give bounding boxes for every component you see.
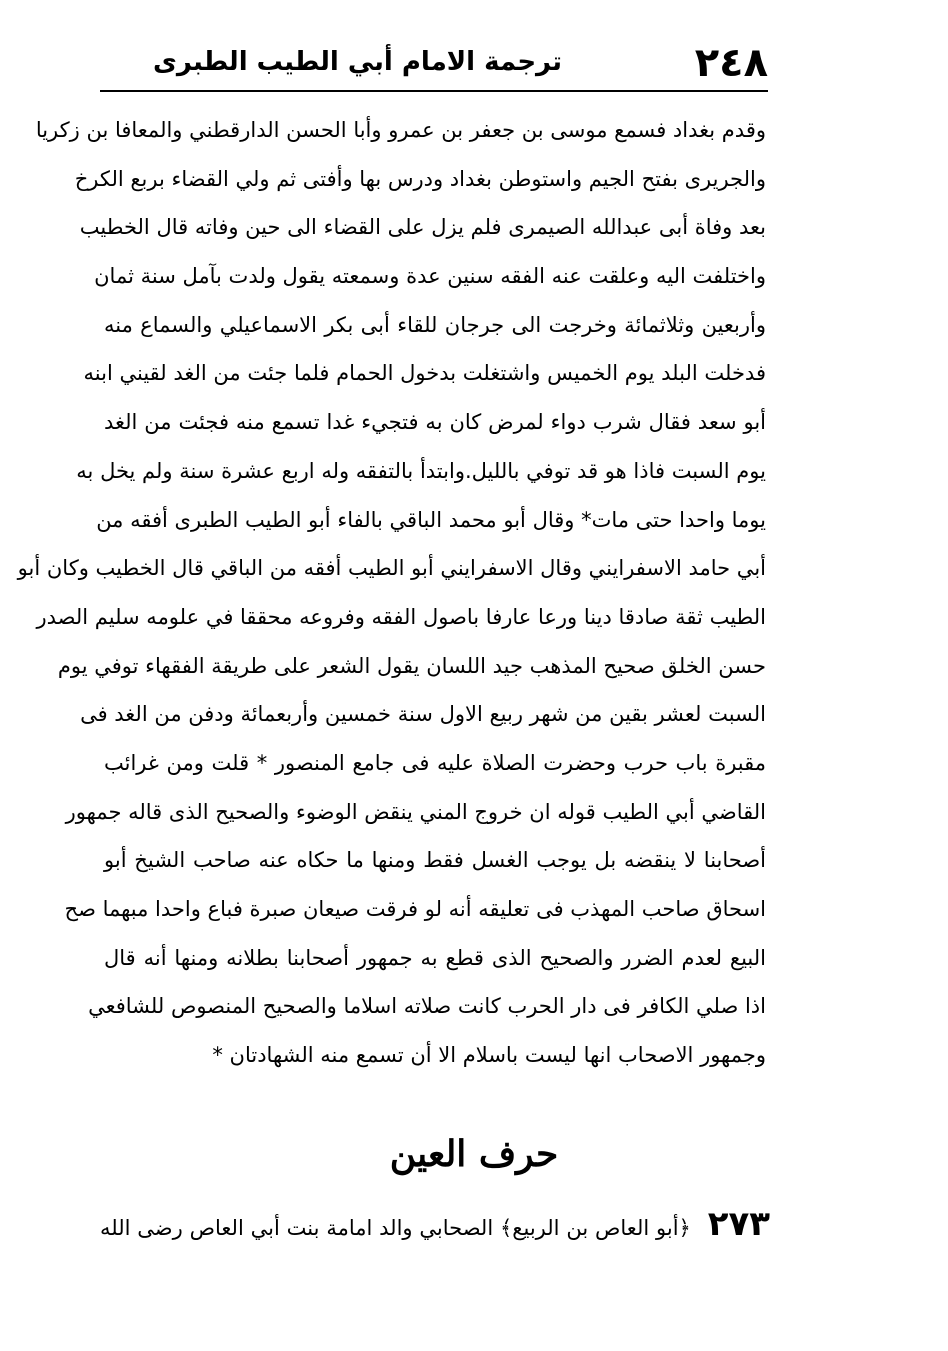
page-number: ٢٤٨ (694, 40, 768, 86)
text-line: القاضي أبي الطيب قوله ان خروج المني ينقض الوضوء والصحيح الذى قاله جمهور (65, 799, 766, 824)
text-line: بعد وفاة أبى عبدالله الصيمرى فلم يزل على القضاء الى حين وفاته قال الخطيب (79, 215, 766, 240)
entry-line (100, 1200, 770, 1248)
text-line: السبت لعشر بقين من شهر ربيع الاول سنة خمسين وأربعمائة ودفن من الغد فى (80, 702, 766, 727)
text-line: يوما واحدا حتى مات* وقال أبو محمد الباقي بالفاء أبو الطيب الطبرى أفقه من (96, 507, 766, 532)
header-rule (100, 90, 768, 92)
entry-number: ٢٧٣ (707, 1204, 770, 1244)
page-header (100, 40, 768, 86)
text-line: اذا صلي الكافر فى دار الحرب كانت صلاته اسلاما والصحيح المنصوص للشافعي (88, 994, 766, 1019)
text-line: واختلفت اليه وعلقت عنه الفقه سنين عدة وسمعته يقول ولدت بآمل سنة ثمان (94, 264, 766, 289)
text-line: أبو سعد فقال شرب دواء لمرض كان به فتجيء غدا تسمع منه فجئت من الغد (104, 410, 766, 435)
text-line: حسن الخلق صحيح المذهب جيد اللسان يقول الشعر على طريقة الفقهاء توفي يوم (57, 653, 766, 678)
entry-text: ﴿أبو العاص بن الربيع﴾ الصحابي والد امامة بنت أبي العاص رضى الله (100, 1216, 691, 1240)
text-line: فدخلت البلد يوم الخميس واشتغلت بدخول الحمام فلما جئت من الغد لقيني ابنه (83, 361, 766, 386)
text-line: البيع لعدم الضرر والصحيح الذى قطع به جمهور أصحابنا بطلانه ومنها أنه قال (104, 945, 766, 970)
text-line-last: وجمهور الاصحاب انها ليست باسلام الا أن تسمع منه الشهادتان * (212, 1043, 766, 1068)
body-text (17, 106, 766, 1080)
text-line: وقدم بغداد فسمع موسى بن جعفر بن عمرو وأبا الحسن الدارقطني والمعافا بن زكريا (35, 118, 766, 142)
text-line: أصحابنا لا ينقضه بل يوجب الغسل فقط ومنها ما حكاه عنه صاحب الشيخ أبو (104, 848, 766, 873)
text-line: اسحاق صاحب المهذب فى تعليقه أنه لو فرقت صيعان صبرة فباع واحدا مبهما صح (64, 897, 766, 921)
text-line: أبي حامد الاسفرايني وقال الاسفرايني أبو الطيب أفقه من الباقي قال الخطيب وكان أبو (17, 556, 766, 581)
section-heading: حرف العين (389, 1133, 559, 1175)
running-title: ترجمة الامام أبي الطيب الطبرى (152, 47, 562, 77)
text-line: يوم السبت فاذا هو قد توفي بالليل.وابتدأ بالتفقه وله اربع عشرة سنة ولم يخل به (76, 458, 766, 483)
text-line: وأربعين وثلاثمائة وخرجت الى جرجان للقاء أبى بكر الاسماعيلي والسماع منه (104, 312, 766, 337)
text-line: الطيب ثقة صادقا دينا ورعا عارفا باصول الفقه وفروعه محققا في علومه سليم الصدر (36, 604, 766, 629)
text-line: والجريرى بفتح الجيم واستوطن بغداد ودرس بها وأفتى ثم ولي القضاء بربع الكرخ (74, 166, 766, 191)
text-line: مقبرة باب حرب وحضرت الصلاة عليه فى جامع المنصور * قلت ومن غرائب (104, 750, 766, 775)
